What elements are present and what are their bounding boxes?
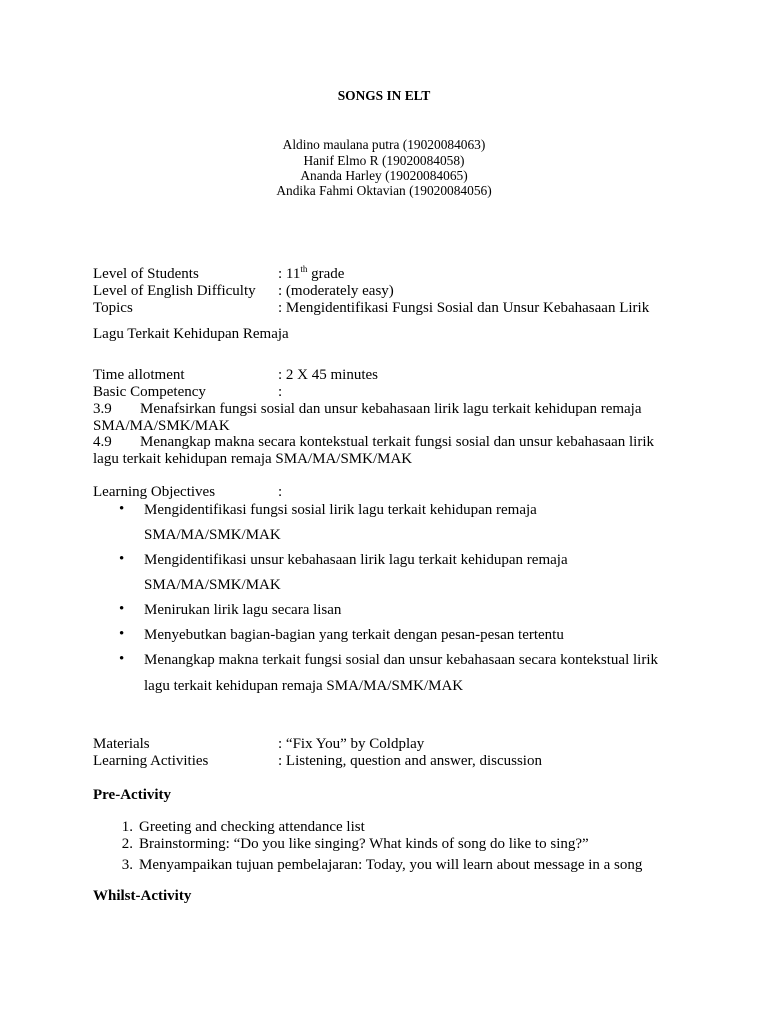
materials-label: Materials: [93, 736, 150, 752]
whilst-activity-heading: Whilst-Activity: [93, 888, 192, 904]
materials-value: : “Fix You” by Coldplay: [278, 736, 425, 752]
objectives-colon: :: [278, 484, 283, 500]
pre-activity-heading: Pre-Activity: [93, 787, 172, 803]
level-students-value: : 11th grade: [278, 264, 345, 282]
topics-continuation: Lagu Terkait Kehidupan Remaja: [93, 326, 289, 342]
competency-label: Basic Competency: [93, 384, 206, 400]
bullet-icon: •: [119, 626, 125, 642]
author-line: Hanif Elmo R (19020084058): [303, 153, 465, 168]
difficulty-value: : (moderately easy): [278, 283, 394, 299]
objective-item: Menangkap makna terkait fungsi sosial dan unsur kebahasaan secara kontekstual lirik: [144, 652, 659, 668]
bullet-icon: •: [119, 601, 125, 617]
list-number: 1.: [121, 819, 133, 835]
objective-item: Mengidentifikasi fungsi sosial lirik lagu terkait kehidupan remaja: [144, 502, 537, 518]
topics-value: : Mengidentifikasi Fungsi Sosial dan Unsur Kebahasaan Lirik: [278, 300, 650, 316]
objective-item-cont: lagu terkait kehidupan remaja SMA/MA/SMK/MAK: [144, 678, 464, 694]
activities-label: Learning Activities: [93, 753, 209, 769]
competency-item-cont: lagu terkait kehidupan remaja SMA/MA/SMK/MAK: [93, 451, 413, 467]
objective-item: Menyebutkan bagian-bagian yang terkait dengan pesan-pesan tertentu: [144, 627, 564, 643]
bullet-icon: •: [119, 501, 125, 517]
time-label: Time allotment: [93, 367, 185, 383]
author-line: Aldino maulana putra (19020084063): [282, 137, 486, 152]
objective-item-cont: SMA/MA/SMK/MAK: [144, 527, 281, 543]
document-title: SONGS IN ELT: [337, 88, 431, 103]
activities-value: : Listening, question and answer, discussion: [278, 753, 542, 769]
list-number: 2.: [121, 836, 133, 852]
objective-item: Menirukan lirik lagu secara lisan: [144, 602, 342, 618]
competency-item: 3.9 Menafsirkan fungsi sosial dan unsur kebahasaan lirik lagu terkait kehidupan remaja: [93, 401, 642, 417]
bullet-icon: •: [119, 551, 125, 567]
list-number: 3.: [121, 857, 133, 873]
competency-item-cont: SMA/MA/SMK/MAK: [93, 418, 230, 434]
bullet-icon: •: [119, 651, 125, 667]
pre-activity-item: Greeting and checking attendance list: [139, 819, 365, 835]
objectives-label: Learning Objectives: [93, 484, 216, 500]
topics-label: Topics: [93, 300, 133, 316]
difficulty-label: Level of English Difficulty: [93, 283, 256, 299]
author-line: Ananda Harley (19020084065): [300, 168, 468, 183]
pre-activity-item: Brainstorming: “Do you like singing? What kinds of song do like to sing?”: [139, 836, 589, 852]
level-students-label: Level of Students: [93, 266, 199, 282]
author-line: Andika Fahmi Oktavian (19020084056): [276, 183, 492, 198]
objective-item-cont: SMA/MA/SMK/MAK: [144, 577, 281, 593]
pre-activity-item: Menyampaikan tujuan pembelajaran: Today, you will learn about message in a song: [139, 857, 643, 873]
time-value: : 2 X 45 minutes: [278, 367, 378, 383]
competency-colon: :: [278, 384, 283, 400]
competency-item: 4.9 Menangkap makna secara kontekstual terkait fungsi sosial dan unsur kebahasaan lirik: [93, 434, 655, 450]
objective-item: Mengidentifikasi unsur kebahasaan lirik lagu terkait kehidupan remaja: [144, 552, 568, 568]
